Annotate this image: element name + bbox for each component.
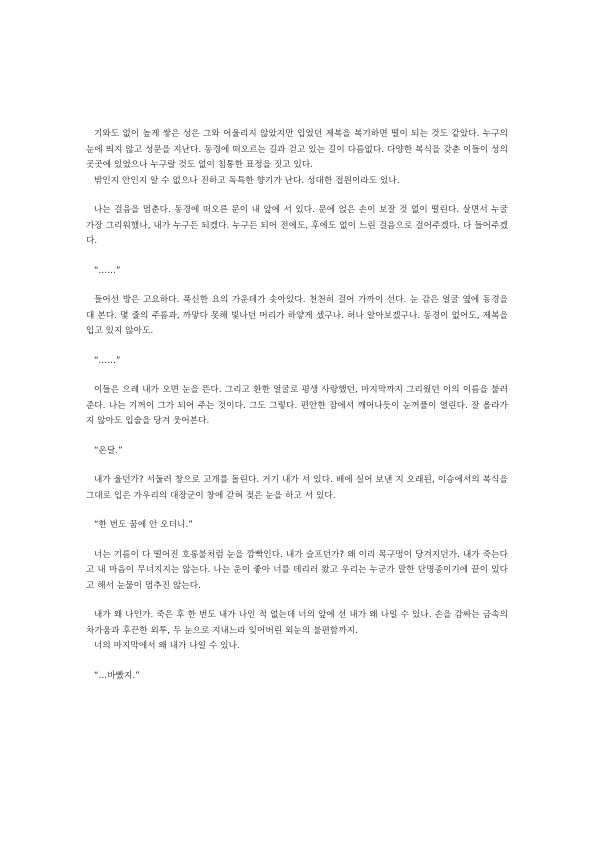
paragraph-gap xyxy=(86,430,508,444)
paragraph-gap xyxy=(86,369,508,383)
paragraph: 내가 울던가? 서둘러 창으로 고개를 돌린다. 거기 내가 서 있다. 배에 실어 보낸 지 오래된, 이승에서의 복식을 그대로 입은 가우리의 대장군이 창에 갇혀 젖은 눈을 하고 서 있다. xyxy=(86,475,508,501)
paragraph-gap xyxy=(86,594,508,608)
paragraph-gap xyxy=(86,250,508,264)
paragraph-gap xyxy=(86,189,508,203)
paragraph-gap xyxy=(86,340,508,354)
paragraph: 내가 왜 나인가. 죽은 후 한 번도 내가 나인 적 없는데 너의 앞에 선 내가 왜 나일 수 있나. 손을 감싸는 금속의 차가움과 후끈한 외투, 두 눈으로 지내느라 잊어버린 외눈의 불편함까지. xyxy=(86,610,508,636)
paragraph: 밖인지 안인지 알 수 없으나 진하고 독특한 향기가 난다. 성대한 접원이라도 있나. xyxy=(94,175,400,186)
paragraph-gap xyxy=(86,459,508,473)
paragraph: 나는 걸음을 멈춘다. 동경에 떠오른 문이 내 앞에 서 있다. 문에 얹은 손이 보잘 것 없이 떨린다. 살면서 누굴 가장 그리워했나, 내가 누구든 되겠다. 누구든 되어 전에도, 후에도 없이 느린 걸음으로 걸어주겠다. 다 들어주겠다. xyxy=(86,205,508,246)
body-text xyxy=(86,127,508,684)
dialogue-line: “…바빴지.” xyxy=(94,670,140,681)
dialogue-line: “……” xyxy=(94,265,121,276)
paragraph-gap xyxy=(86,279,508,293)
paragraph-gap xyxy=(86,655,508,669)
paragraph-gap xyxy=(86,534,508,548)
paragraph: 너의 마지막에서 왜 내가 나일 수 있나. xyxy=(94,641,240,651)
dialogue-line: “……” xyxy=(94,355,121,366)
paragraph-gap xyxy=(86,504,508,518)
paragraph: 너는 기름이 다 떨어진 호롱불처럼 눈을 깜빡인다. 내가 슬프던가? 왜 이리 목구멍이 당겨지던가. 내가 죽는다고 내 마음이 무너지지는 않는다. 나는 운이 좋아 너를 데리러 왔고 우리는 누군가 말한 단명종이기에 끝이 있다고 해서 눈물이 멈추진 않는다. xyxy=(86,549,508,591)
paragraph: 들어선 방은 고요하다. 푹신한 요의 가운데가 솟아있다. 천천히 걸어 가까이 선다. 눈 감은 얼굴 옆에 동경을 대 본다. 몇 줄의 주름과, 까맣다 못해 빛나던 머리가 하얗게 셌구나. 허나 알아보겠구나. 동경이 없어도, 제복을 입고 있지 않아도. xyxy=(86,295,508,336)
dialogue-line: “한 번도 꿈에 안 오더니.” xyxy=(94,520,193,530)
paragraph: 기와도 없이 높게 쌓은 성은 그와 어울리지 않았지만 입었던 제복을 복기하면 떨이 되는 것도 같았다. 누구의 눈에 띄지 않고 성문을 지난다. 동경에 떠오르는 길과 걷고 있는 길이 다름없다. 다양한 복식을 갖춘 이들이 성의 곳곳에 있었으나 누구랄 것도 없이 침통한 표정을 짓고 있다. xyxy=(86,129,508,170)
paragraph: 이들은 으레 내가 오면 눈을 뜬다. 그리고 환한 얼굴로 평생 사랑했던, 마지막까지 그리웠던 이의 이름을 불러준다. 나는 기꺼이 그가 되어 주는 것이다. 그도 그렇다. 편안한 잠에서 깨어나듯이 눈꺼풀이 열린다. 잘 올라가지 않아도 입술을 당겨 웃어본다. xyxy=(86,385,508,426)
dialogue-line: “온달.” xyxy=(94,445,123,456)
